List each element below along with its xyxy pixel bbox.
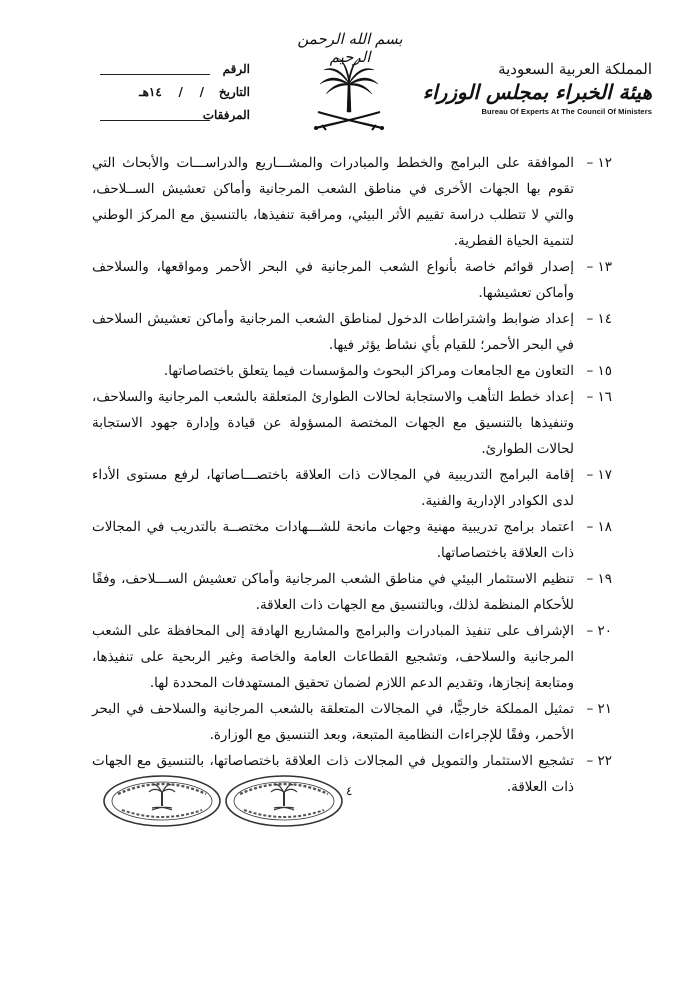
article-item [92,306,612,358]
article-number: ١٢ – [586,155,612,171]
article-number: ٢٠ – [586,623,612,639]
basmala-calligraphy: بسم الله الرحمن الرحيم [297,30,403,66]
article-number: ١٧ – [586,467,612,483]
article-text: إعداد ضوابط واشتراطات الدخول لمناطق الشعب المرجانية وأماكن تعشيش السلاحف في البحر الأحمر؛ للقيام بأي نشاط يؤثر فيها. [92,311,574,353]
articles-list [92,150,612,800]
official-seal-icon [100,772,224,830]
article-item [92,150,612,254]
issuer-block [422,60,652,116]
article-number: ٢٢ – [586,753,612,769]
article-text: إقامة البرامج التدريبية في المجالات ذات العلاقة باختصـــاصاتها، لرفع مستوى الأداء لدى الكوادر الإدارية والفنية. [92,467,574,509]
date-row [100,85,250,108]
date-label: التاريخ [218,85,250,99]
article-number: ١٣ – [586,259,612,275]
article-text: التعاون مع الجامعات ومراكز البحوث والمؤسسات فيما يتعلق باختصاصاتها. [163,363,574,379]
article-number: ٢١ – [586,701,612,717]
date-value: / / ١٤هـ [139,85,204,99]
article-number: ١٨ – [586,519,612,535]
article-number: ١٤ – [586,311,612,327]
article-item [92,566,612,618]
reference-number-row [100,62,250,85]
article-item [92,514,612,566]
article-text: الإشراف على تنفيذ المبادرات والبرامج والمشاريع الهادفة إلى المحافظة على الشعب المرجانية والسلاحف، وتشجيع القطاعات العامة والخاصة وغير الربحية على تنفيذها، ومتابعة إنجازها، وتقديم الدعم اللازم لضمان تحقيق المستهدفات المحددة لها. [92,623,574,691]
article-item [92,358,612,384]
bureau-name-english: Bureau Of Experts At The Council Of Ministers [481,107,652,116]
article-item [92,618,612,696]
letterhead [0,0,700,140]
article-item [92,384,612,462]
article-text: الموافقة على البرامج والخطط والمبادرات والمشـــاريع والدراســـات والأبحاث التي تقوم بها الجهات الأخرى في مناطق الشعب المرجانية وأماكن تعشيش الســلاحف، والتي لا تتطلب دراسة تقييم الأثر البيئي، ومراقبة تنفيذها، بالتنسيق مع المركز الوطني لتنمية الحياة الفطرية. [92,155,574,249]
article-text: اعتماد برامج تدريبية مهنية وجهات مانحة للشـــهادات مختصــة بالتدريب في المجالات ذات العلاقة باختصاصاتها. [92,519,574,561]
article-item [92,696,612,748]
article-text: إعداد خطط التأهب والاستجابة لحالات الطوارئ المتعلقة بالشعب المرجانية والسلاحف، وتنفيذها بالتنسيق مع الجهات المختصة المسؤولة عن قيادة وإدارة جهود الاستجابة لحالات الطوارئ. [92,389,574,457]
kingdom-name: المملكة العربية السعودية [498,60,652,78]
page-number: ٤ [346,784,353,798]
article-number: ١٦ – [586,389,612,405]
article-text: تمثيل المملكة خارجيًّا، في المجالات المتعلقة بالشعب المرجانية والسلاحف في البحر الأحمر، وفقًا للإجراءات النظامية المتبعة، وبعد التنسيق مع الوزارة. [92,701,574,743]
attachments-label: المرفقات [202,108,250,122]
article-number: ١٩ – [586,571,612,587]
bureau-name-arabic: هيئة الخبراء بمجلس الوزراء [422,80,652,104]
official-seal-icon [222,772,346,830]
article-item [92,462,612,514]
number-label: الرقم [222,62,250,76]
article-text: تشجيع الاستثمار والتمويل في المجالات ذات العلاقة باختصاصاتها، بالتنسيق مع الجهات ذات العلاقة. [92,753,574,795]
article-text: إصدار قوائم خاصة بأنواع الشعب المرجانية في البحر الأحمر ومواقعها، والسلاحف وأماكن تعشيشها. [92,259,574,301]
article-text: تنظيم الاستثمار البيئي في مناطق الشعب المرجانية وأماكن تعشيش الســـلاحف، وفقًا للأحكام المنظمة لذلك، وبالتنسيق مع الجهات ذات العلاقة. [92,571,574,613]
attachments-row [100,108,250,131]
reference-fields [100,62,250,131]
article-number: ١٥ – [586,363,612,379]
attachments-blank-line [100,120,210,121]
article-item [92,254,612,306]
number-blank-line [100,74,210,75]
palm-swords-emblem-icon [308,54,390,134]
